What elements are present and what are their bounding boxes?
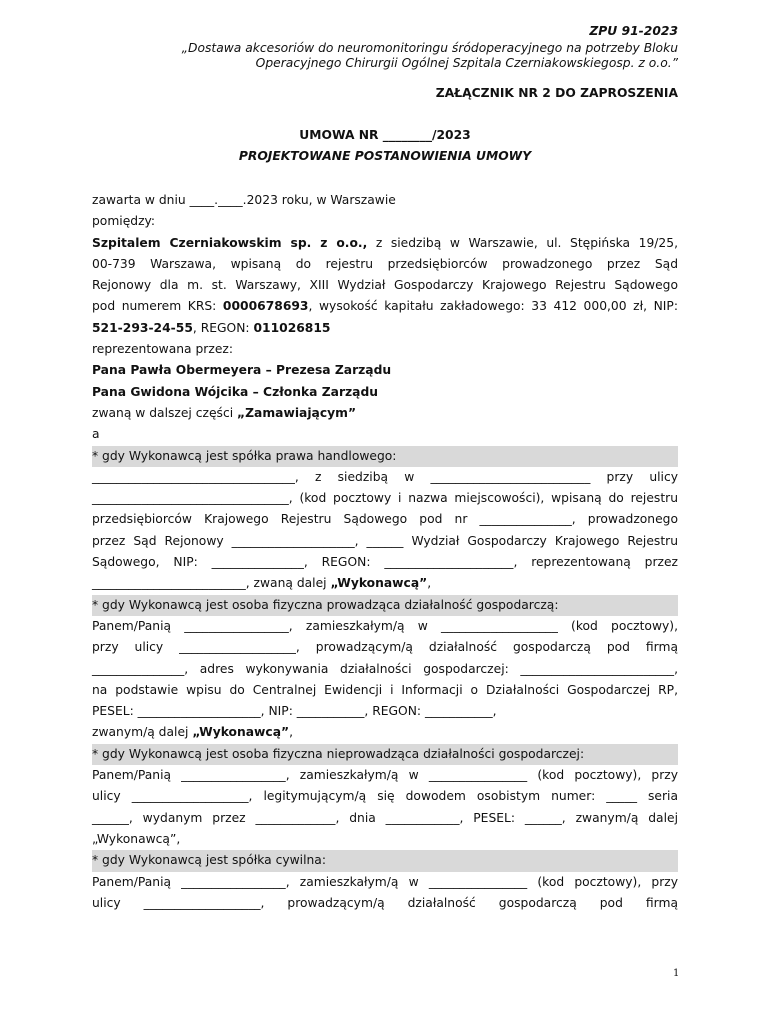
representative: Pana Gwidona Wójcika – Członka Zarządu [92,384,379,399]
procurement-description [138,41,678,71]
form-line: Panem/Panią _________________, zamieszkałym/ą w ________________ (kod pocztowy), przy [92,874,678,889]
party-line: Szpitalem Czerniakowskim sp. z o.o., z siedzibą w Warszawie, ul. Stępińska 19/25, [92,235,678,250]
and-line: a [92,427,100,442]
regon-number: 011026815 [253,320,331,335]
contract-number: UMOWA NR ________/2023 [299,128,471,142]
party-line: 00-739 Warszawa, wpisaną do rejestru przedsiębiorców prowadzonego przez Sąd [92,256,678,271]
form-line: _________________________________, z siedzibą w __________________________ przy ulicy [92,469,678,484]
party-line: pod numerem KRS: 0000678693, wysokość kapitału zakładowego: 33 412 000,00 zł, NIP: [92,299,678,314]
form-line: ulicy ___________________, prowadzącym/ą działalność gospodarczą pod firmą [92,895,678,910]
form-line: ulicy ___________________, legitymującym/ą się dowodem osobistym numer: _____ seria [92,789,678,804]
represented-line: reprezentowana przez: [92,342,233,357]
reference-number: ZPU 91-2023 [589,24,678,38]
form-line: Panem/Panią _________________, zamieszkałym/ą w ___________________ (kod pocztowy), [92,618,678,633]
form-line: na podstawie wpisu do Centralnej Ewidencji i Informacji o Działalności Gospodarczej RP, [92,682,678,697]
description-line: Operacyjnego Chirurgii Ogólnej Szpitala Czerniakowskiegosp. z o.o.” [255,56,678,70]
form-line: _______________, adres wykonywania działalności gospodarczej: _________________________, [92,661,678,676]
form-line: przedsiębiorców Krajowego Rejestru Sądowego pod nr _______________, prowadzonego [92,512,678,527]
form-line: Sądowego, NIP: _______________, REGON: _____________________, reprezentowaną przez [92,555,678,570]
form-line: ________________________________, (kod pocztowy i nazwa miejscowości), wpisaną do rejestru [92,491,678,506]
krs-number: 0000678693 [222,299,309,314]
annex-title: ZAŁĄCZNIK NR 2 DO ZAPROSZENIA [435,86,678,100]
form-line: przy ulicy ___________________, prowadzącym/ą działalność gospodarczą pod firmą [92,640,678,655]
representative: Pana Pawła Obermeyera – Prezesa Zarządu [92,363,392,378]
concluded-line: zawarta w dniu ____.____.2023 roku, w Warszawie [92,193,396,207]
page-number: 1 [673,968,680,979]
contract-subtitle: PROJEKTOWANE POSTANOWIENIA UMOWY [238,149,532,163]
form-line: „Wykonawcą”, [92,831,181,846]
contract-body [92,190,678,914]
between-line: pomiędzy: [92,214,156,229]
form-line: Panem/Panią _________________, zamieszkałym/ą w ________________ (kod pocztowy), przy [92,768,678,783]
section-heading: * gdy Wykonawcą jest osoba fizyczna nieprowadząca działalności gospodarczej: [92,744,678,765]
section-heading: * gdy Wykonawcą jest spółka cywilna: [92,850,678,871]
form-line: PESEL: ____________________, NIP: ___________, REGON: ___________, [92,704,497,719]
form-line: przez Sąd Rejonowy ____________________, ______ Wydział Gospodarczy Krajowego Rejestru [92,533,678,548]
nip-number: 521-293-24-55 [92,320,193,335]
party-name: Szpitalem Czerniakowskim sp. z o.o., [92,235,368,250]
section-heading: * gdy Wykonawcą jest osoba fizyczna prowadząca działalność gospodarczą: [92,595,678,616]
form-line: _________________________, zwaną dalej „Wykonawcą”, [92,576,432,591]
form-line: zwanym/ą dalej „Wykonawcą”, [92,725,294,740]
party-line: 521-293-24-55, REGON: 011026815 [92,320,331,335]
description-line: „Dostawa akcesoriów do neuromonitoringu śródoperacyjnego na potrzeby Bloku [181,41,678,55]
form-line: ______, wydanym przez _____________, dnia ____________, PESEL: ______, zwanym/ą dalej [92,810,678,825]
called-line: zwaną w dalszej części „Zamawiającym” [92,405,357,420]
party-line: Rejonowy dla m. st. Warszawy, XIII Wydział Gospodarczy Krajowego Rejestru Sądowego [92,278,678,293]
section-heading: * gdy Wykonawcą jest spółka prawa handlowego: [92,446,678,467]
